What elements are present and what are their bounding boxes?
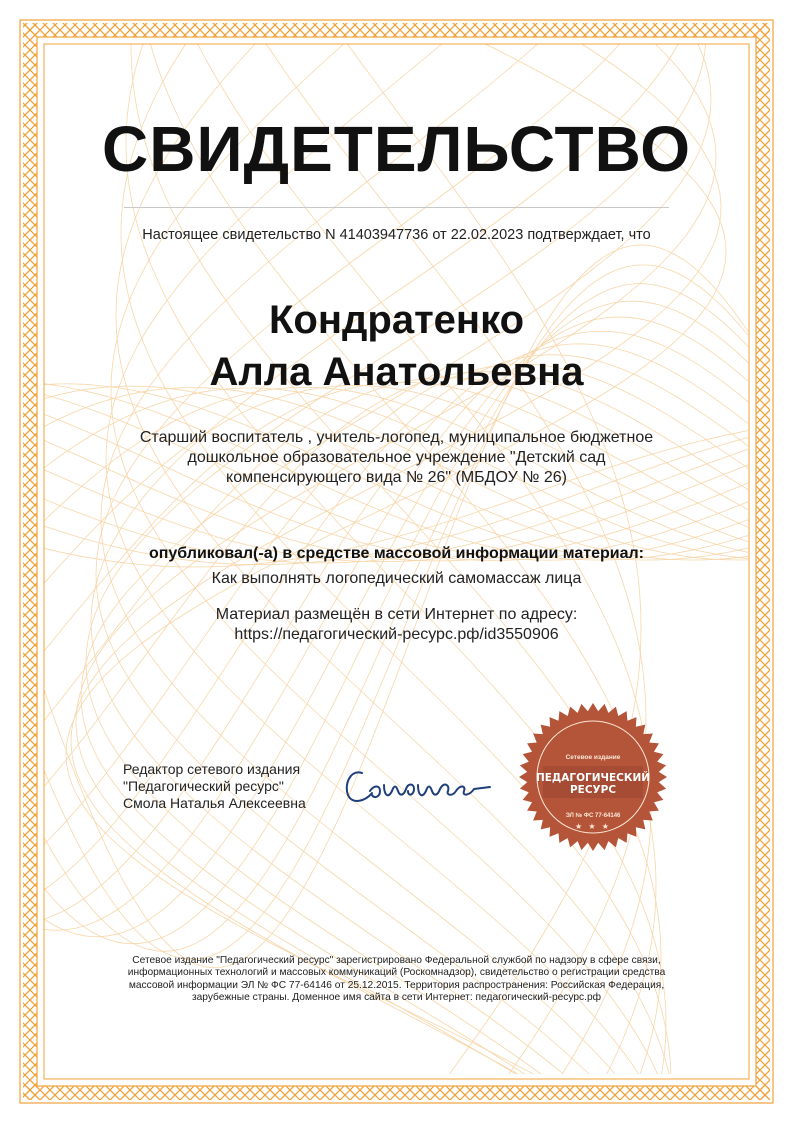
recipient-name [0, 294, 793, 398]
seal-registration: ЭЛ № ФС 77-64146 [565, 813, 621, 819]
editor-role: Редактор сетевого издания [123, 761, 301, 777]
publication-seal [518, 702, 668, 852]
editor-publication: "Педагогический ресурс" [123, 778, 284, 794]
editor-name: Смола Наталья Алексеевна [123, 795, 306, 811]
certificate-intro: Настоящее свидетельство N 41403947736 от 22.02.2023 подтверждает, что [142, 227, 651, 243]
recipient-position: Старший воспитатель , учитель-логопед, муниципальное бюджетное дошкольное образовательное учреждение "Детский сад компенсирующего вида № 26" (МБДОУ № 26) [139, 429, 654, 486]
registration-footer: Сетевое издание "Педагогический ресурс" зарегистрировано Федеральной службой по надзору в сфере связи, информационных технологий и массовых коммуникаций (Роскомнадзор), свидетельство о регистрации средства массовой информации ЭЛ № ФС 77-64146 от 25.12.2015. Территория распространения: Российская Федерация, зарубежные страны. Доменное имя сайта в сети Интернет: педагогический-ресурс.рф [127, 955, 666, 1004]
recipient-given-names: Алла Анатольевна [209, 350, 584, 394]
material-title: Как выполнять логопедический самомассаж лица [211, 570, 582, 587]
certificate-title: СВИДЕТЕЛЬСТВО [102, 113, 691, 185]
seal-main-line2: РЕСУРС [569, 784, 617, 796]
title-divider [124, 207, 669, 208]
seal-stars: ★ ★ ★ [575, 822, 611, 831]
url-label: Материал размещён в сети Интернет по адресу: [215, 606, 578, 623]
seal-top-text: Сетевое издание [565, 754, 621, 761]
material-url: https://педагогический-ресурс.рф/id3550906 [234, 626, 559, 643]
editor-block [123, 761, 353, 812]
seal-main-line1: ПЕДАГОГИЧЕСКИЙ [535, 772, 651, 784]
handwritten-signature [340, 755, 500, 815]
published-label: опубликовал(-а) в средстве массовой информации материал: [148, 545, 645, 562]
recipient-surname: Кондратенко [269, 298, 524, 342]
